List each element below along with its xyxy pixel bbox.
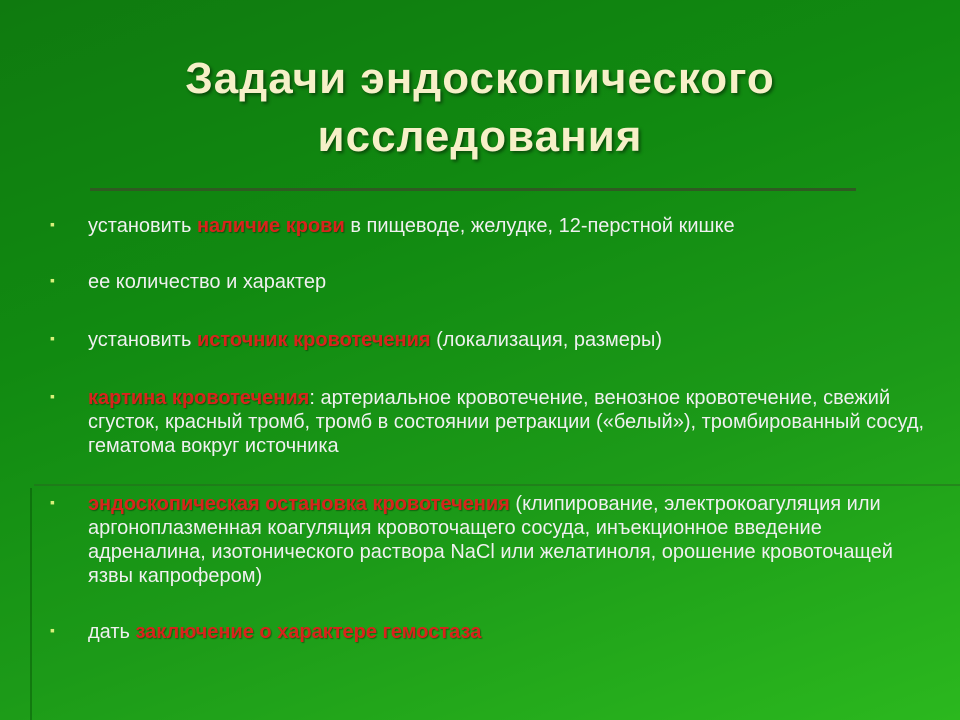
item-text: в пищеводе, желудке, 12-перстной кишке xyxy=(344,215,735,237)
list-item xyxy=(50,386,930,458)
list-item xyxy=(50,214,930,238)
list-item xyxy=(50,270,930,294)
bullet-icon: ▪ xyxy=(50,272,55,288)
title-divider xyxy=(90,188,856,191)
item-highlight: заключение о характере гемостаза xyxy=(135,621,482,643)
title-line-2: исследования xyxy=(317,112,643,161)
item-text: (локализация, размеры) xyxy=(430,329,663,351)
bullet-icon: ▪ xyxy=(50,330,55,346)
bullet-icon: ▪ xyxy=(50,622,55,638)
bullet-icon: ▪ xyxy=(50,388,55,404)
item-highlight: эндоскопическая остановка кровотечения xyxy=(88,493,510,515)
left-accent-line xyxy=(30,488,32,720)
item-highlight: источник кровотечения xyxy=(196,329,431,351)
item-text: (клипирование, электрокоагуляция или аргоноплазменная коагуляция кровоточащего сосуда, инъекционное введение адреналина, изотонического раствора NaCl или желатиноля, орошение кровоточащей язвы капрофером) xyxy=(88,493,893,587)
section-divider xyxy=(34,484,960,486)
bullet-icon: ▪ xyxy=(50,494,55,510)
item-text: : артериальное кровотечение, венозное кровотечение, свежий сгусток, красный тромб, тромб в состоянии ретракции («белый»), тромбированный сосуд, гематома вокруг источника xyxy=(88,387,925,457)
list-item xyxy=(50,620,930,644)
slide-title xyxy=(0,50,960,166)
title-line-1: Задачи эндоскопического xyxy=(185,54,775,103)
list-item xyxy=(50,492,930,588)
item-text: установить xyxy=(88,329,197,351)
bullet-icon: ▪ xyxy=(50,216,55,232)
item-text: установить xyxy=(88,215,197,237)
item-text: ее количество и характер xyxy=(88,271,327,293)
item-highlight: картина кровотечения xyxy=(88,387,310,409)
list-item xyxy=(50,328,930,352)
item-text: дать xyxy=(88,621,136,643)
item-highlight: наличие крови xyxy=(196,215,345,237)
